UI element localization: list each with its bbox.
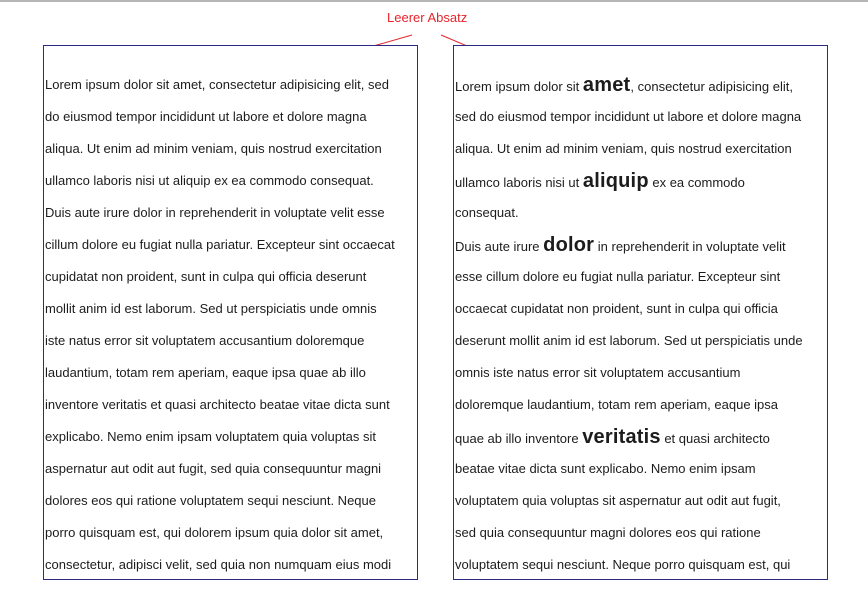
text-line: laudantium, totam rem aperiam, eaque ipsa quae ab illo [45,365,366,380]
text-run: quae ab illo inventore [455,431,583,446]
text-run: esse cillum dolore eu fugiat nulla pariatur. Excepteur sint [455,269,781,284]
text-line [455,269,828,285]
text-line: ullamco laboris nisi ut aliquip ex ea commodo consequat. [45,173,374,188]
annotation-label: Leerer Absatz [387,10,468,25]
text-line [455,333,828,349]
text-line: mollit anim id est laborum. Sed ut perspiciatis unde omnis [45,301,377,316]
text-line [455,461,828,477]
text-run: et quasi architecto [660,431,770,446]
text-line [455,205,828,221]
text-line: aspernatur aut odit aut fugit, sed quia consequuntur magni [45,461,382,476]
text-line [455,109,828,125]
text-line [455,525,828,541]
text-line [455,365,828,381]
text-line: Lorem ipsum dolor sit amet, consectetur adipisicing elit, sed [45,77,389,92]
text-run: ex ea commodo [648,175,745,190]
text-line [455,170,828,192]
text-run: consequat. [455,205,519,220]
text-run: in reprehenderit in voluptate velit [594,239,786,254]
text-frame-right[interactable] [453,45,828,580]
text-line [455,141,828,157]
text-line: porro quisquam est, qui dolorem ipsum quia dolor sit amet, [45,525,384,540]
text-line [455,74,828,96]
text-line [455,557,828,573]
text-line: dolores eos qui ratione voluptatem sequi nesciunt. Neque [45,493,376,508]
text-run: , consectetur adipisicing elit, [630,79,793,94]
text-run: Duis aute irure [455,239,544,254]
text-run: voluptatem quia voluptas sit aspernatur aut odit aut fugit, [455,493,781,508]
text-line: Duis aute irure dolor in reprehenderit in voluptate velit esse [45,205,385,220]
text-run: doloremque laudantium, totam rem aperiam, eaque ipsa [455,397,779,412]
text-line: do eiusmod tempor incididunt ut labore et dolore magna [45,109,367,124]
text-run: deserunt mollit anim id est laborum. Sed ut perspiciatis unde [455,333,803,348]
text-line: aliqua. Ut enim ad minim veniam, quis nostrud exercitation [45,141,382,156]
text-run: Lorem ipsum dolor sit [455,79,583,94]
text-run: voluptatem sequi nesciunt. Neque porro quisquam est, qui [455,557,791,572]
text-line: explicabo. Nemo enim ipsam voluptatem quia voluptas sit [45,429,376,444]
text-run: omnis iste natus error sit voluptatem accusantium [455,365,741,380]
text-line: cillum dolore eu fugiat nulla pariatur. Excepteur sint occaecat [45,237,395,252]
text-frame-left[interactable] [43,45,418,580]
text-run: occaecat cupidatat non proident, sunt in culpa qui officia [455,301,778,316]
text-run: sed do eiusmod tempor incididunt ut labore et dolore magna [455,109,802,124]
top-separator-line [0,0,868,2]
enlarged-word: dolor [543,234,595,256]
text-line: consectetur, adipisci velit, sed quia non numquam eius modi [45,557,392,572]
text-run: aliqua. Ut enim ad minim veniam, quis nostrud exercitation [455,141,792,156]
text-line [455,493,828,509]
text-run: sed quia consequuntur magni dolores eos qui ratione [455,525,761,540]
text-line [455,234,828,256]
text-run: beatae vitae dicta sunt explicabo. Nemo enim ipsam [455,461,756,476]
text-run: ullamco laboris nisi ut [455,175,583,190]
enlarged-word: veritatis [582,426,661,448]
enlarged-word: amet [582,74,631,96]
enlarged-word: aliquip [582,170,649,192]
text-line [455,301,828,317]
text-line: iste natus error sit voluptatem accusantium doloremque [45,333,365,348]
text-line [455,426,828,448]
text-line: inventore veritatis et quasi architecto beatae vitae dicta sunt [45,397,390,412]
text-line [455,397,828,413]
text-line: cupidatat non proident, sunt in culpa qui officia deserunt [45,269,367,284]
